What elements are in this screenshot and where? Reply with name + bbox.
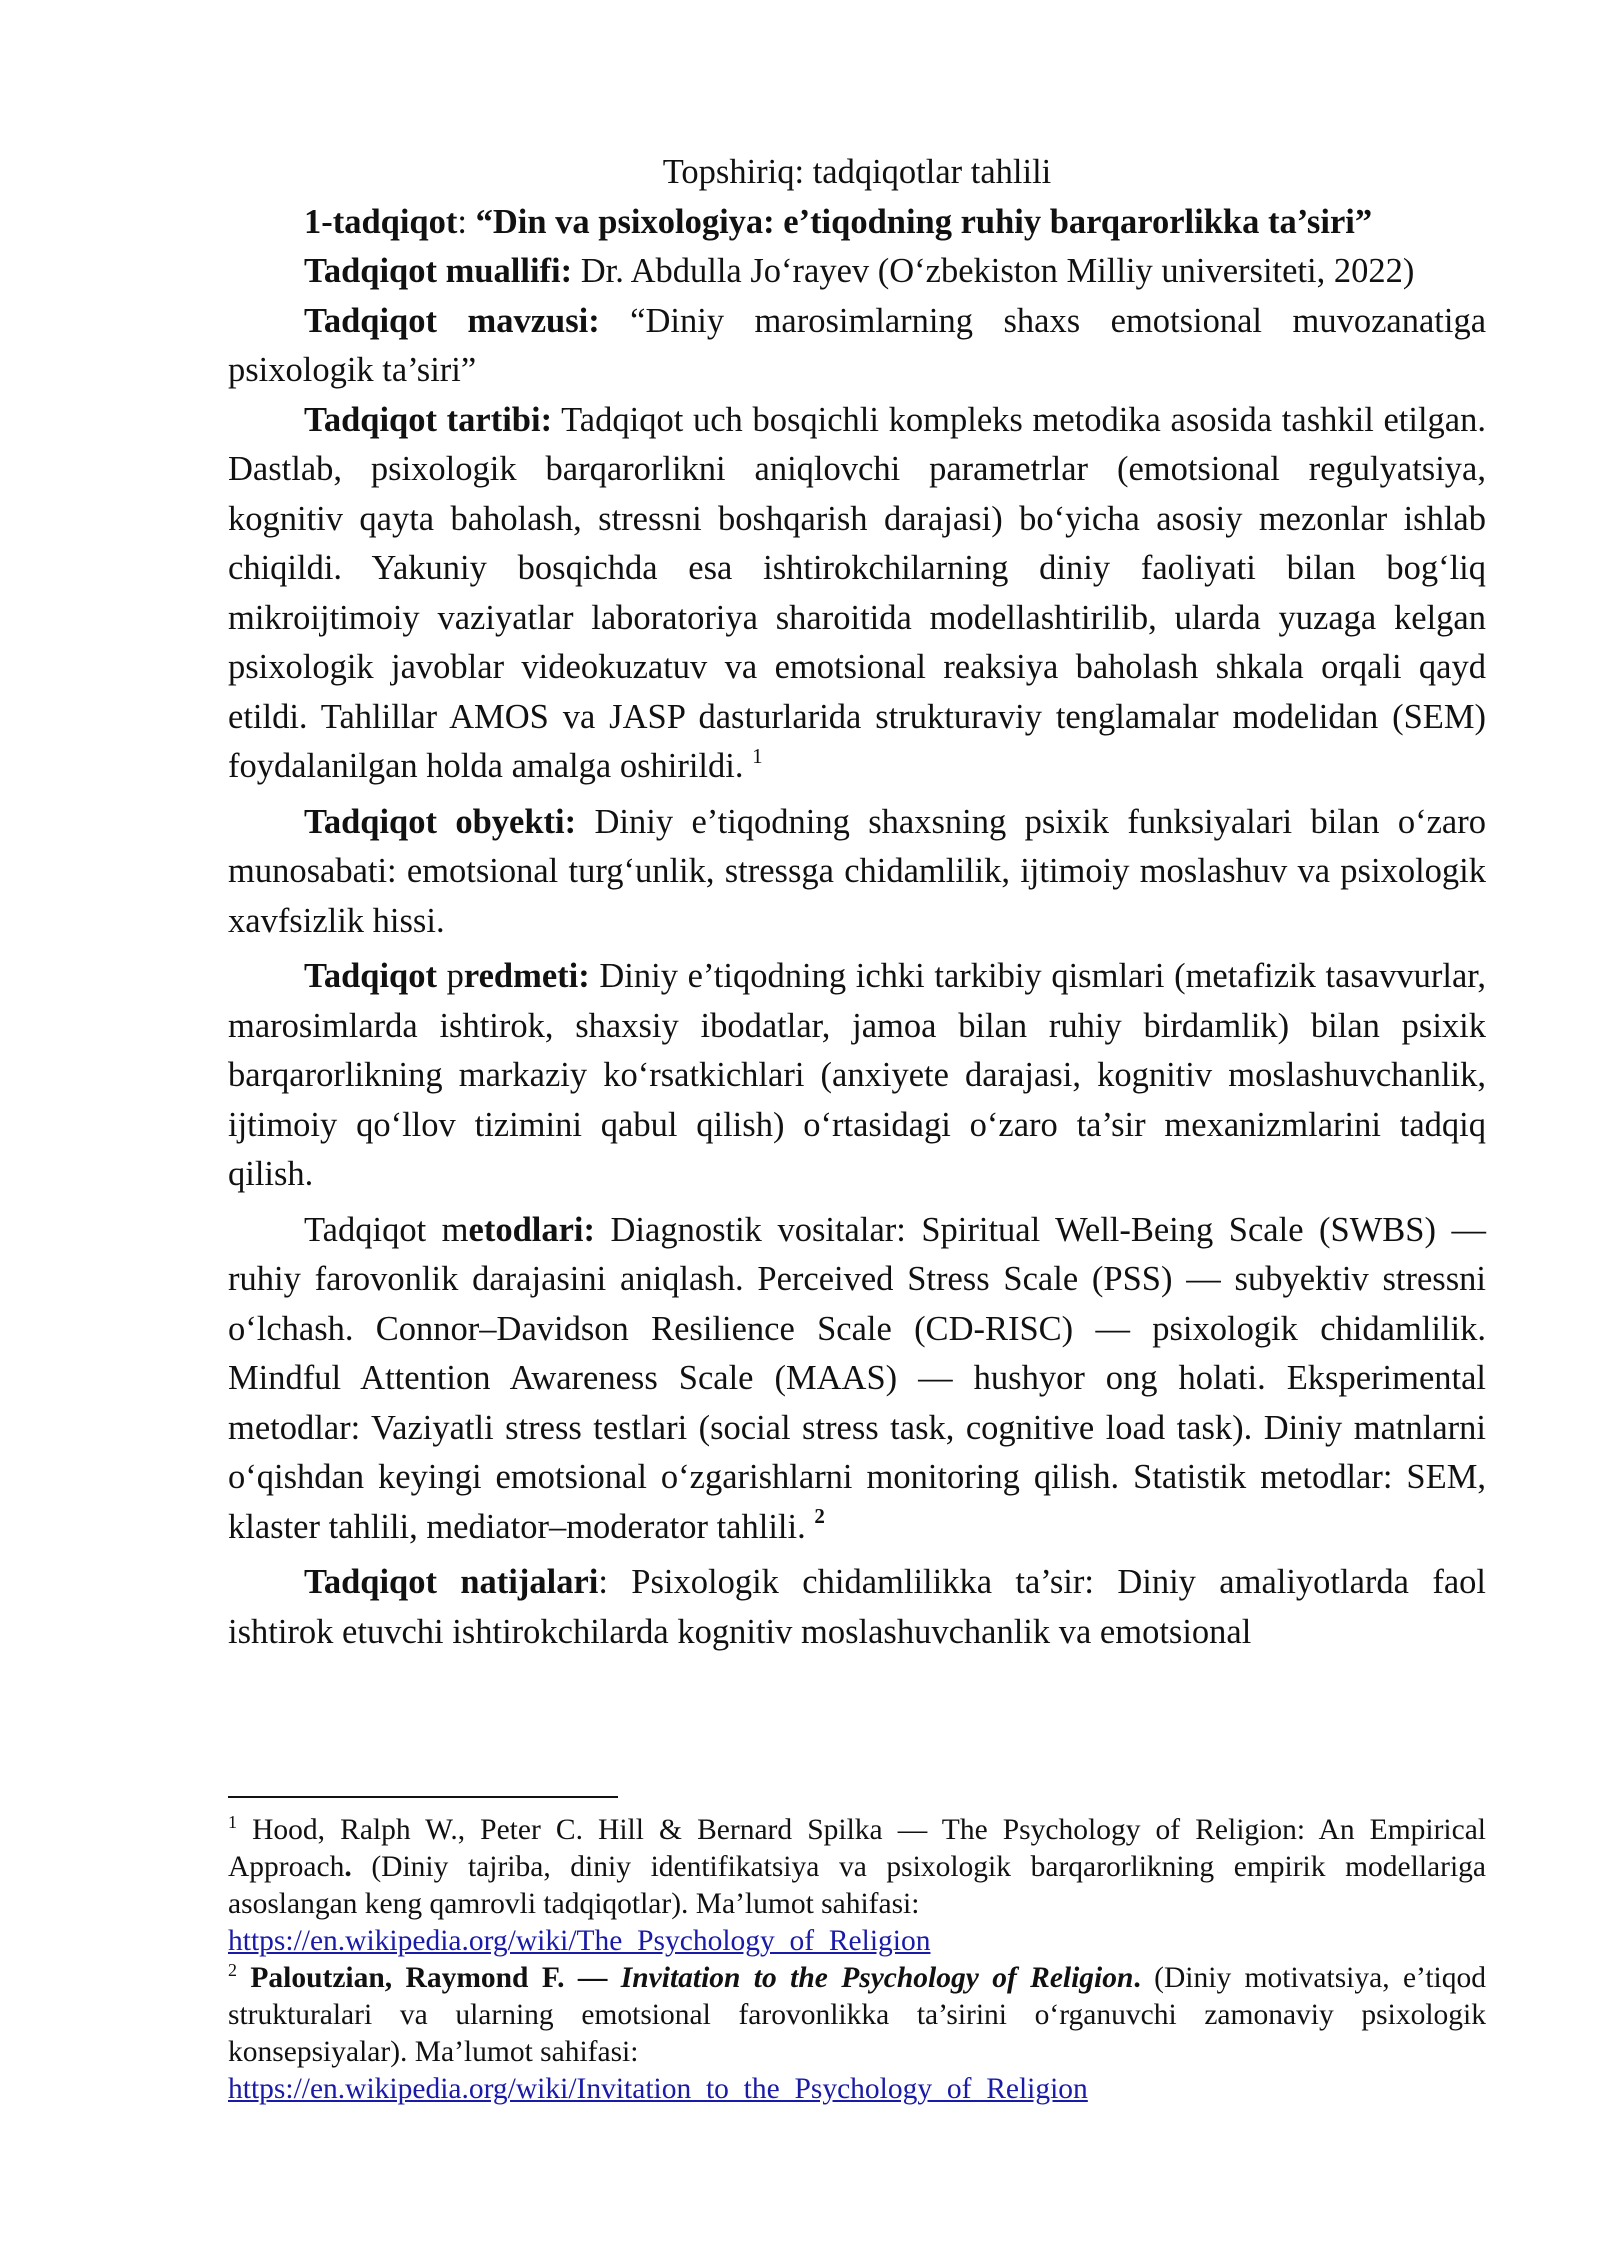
topic-text: “Diniy marosimlarning shaxs emotsional muvozanatiga psixologik ta’siri” (228, 301, 1487, 389)
footnote-1-text-a: Hood, Ralph W., Peter C. Hill & Bernard Spilka — The Psychology of Religion: An Empirical Approach (228, 1814, 1486, 1883)
author-label: Tadqiqot muallifi: (304, 252, 573, 290)
footnote-2-author: Paloutzian, Raymond F. — (237, 1962, 621, 1994)
subject-label-part2: p (436, 957, 464, 995)
document-page (228, 148, 1486, 1657)
study-number: 1-tadqiqot (304, 202, 458, 241)
object-label: Tadqiqot obyekti: (304, 802, 577, 841)
footnote-1-text-b: (Diniy tajriba, diniy identifikatsiya va psixologik barqarorlikning empirik modellariga asoslangan keng qamrovli tadqiqotlar). Ma’lumot sahifasi: (228, 1851, 1486, 1920)
procedure-label-part1: Tadqiqot t (304, 400, 459, 439)
methods-text: Diagnostik vositalar: Spiritual Well-Being Scale (SWBS) — ruhiy farovonlik darajasini aniqlash. Perceived Stress Scale (PSS) — subyektiv stressni o‘lchash. Connor–Davidson Resilience Scale (CD-RISC) — psixologik chidamlilik. Mindful Attention Awareness Scale (MAAS) — hushyor ong holati. Eksperimental metodlar: Vaziyatli stress testlari (social stress task, cognitive load task). Diniy matnlarni o‘qishdan keyingi emotsional o‘zgarishlarni monitoring qilish. Statistik metodlar: SEM, klaster tahlili, mediator–moderator tahlili. (228, 1210, 1486, 1546)
procedure-text: Tadqiqot uch bosqichli kompleks metodika asosida tashkil etilgan. Dastlab, psixologik barqarorlikni aniqlovchi parametrlar (emotsional regulyatsiya, kognitiv qayta baholash, stressni boshqarish darajasi) bo‘yicha asosiy mezonlar ishlab chiqildi. Yakuniy bosqichda esa ishtirokchilarning diniy faoliyati bilan bog‘liq mikroijtimoiy vaziyatlar laboratoriya sharoitida modellashtirilib, ularda yuzaga kelgan psixologik javoblar videokuzatuv va emotsional reaksiya baholash shkala orqali qayd etildi. Tahlillar AMOS va JASP dasturlarida strukturaviy tenglamalar modelidan (SEM) foydalanilgan holda amalga oshirildi. (228, 400, 1486, 785)
footnote-separator (228, 1796, 618, 1798)
page-title: Topshiriq: tadqiqotlar tahlili (662, 153, 1052, 191)
study-heading (228, 198, 1486, 248)
methods-paragraph (228, 1206, 1486, 1553)
topic-paragraph (228, 297, 1486, 396)
results-label: Tadqiqot natijalari (304, 1563, 599, 1601)
document-body (228, 148, 1486, 1657)
footnote-1-bold-dot: . (344, 1851, 352, 1883)
footnote-ref-1[interactable]: 1 (752, 743, 763, 768)
methods-label-part1: Tadqiqot m (304, 1210, 469, 1249)
methods-label-part2: etodlari: (468, 1210, 595, 1249)
footnotes (228, 1812, 1486, 2108)
procedure-label-part2: artibi: (458, 400, 553, 439)
object-paragraph (228, 798, 1486, 947)
study-name: “Din va psixologiya: e’tiqodning ruhiy barqarorlikka ta’siri” (475, 202, 1373, 241)
subject-text: Diniy e’tiqodning ichki tarkibiy qismlari (metafizik tasavvurlar, marosimlarda ishtirok, shaxsiy ibodatlar, jamoa bilan ruhiy birdamlik) bilan psixik barqarorlikning markaziy ko‘rsatkichlari (anxiyete darajasi, kognitiv moslashuvchanlik, ijtimoiy qo‘llov tizimini qabul qilish) o‘rtasidagi o‘zaro ta’sir mexanizmlarini tadqiq qilish. (228, 957, 1487, 1193)
subject-label-part1: Tadqiqot (304, 957, 437, 995)
results-paragraph (228, 1558, 1486, 1657)
author-text: Dr. Abdulla Jo‘rayev (O‘zbekiston Milliy universiteti, 2022) (572, 252, 1415, 290)
footnote-1 (228, 1812, 1486, 1960)
footnote-2-book-title: Invitation to the Psychology of Religion (620, 1962, 1134, 1994)
footnote-ref-2[interactable]: 2 (814, 1504, 825, 1528)
study-number-colon: : (457, 202, 476, 241)
author-paragraph (228, 247, 1486, 297)
footnote-2-text: (Diniy motivatsiya, e’tiqod strukturalari va ularning emotsional farovonlikka ta’sirini o‘rganuvchi zamonaviy psixologik konsepsiyalar). Ma’lumot sahifasi: (228, 1962, 1486, 2068)
topic-label: Tadqiqot mavzusi: (304, 301, 600, 340)
footnote-1-number: 1 (228, 1812, 237, 1833)
procedure-paragraph (228, 396, 1486, 792)
footnote-2-dot: . (1133, 1962, 1141, 1994)
footnote-1-link[interactable]: https://en.wikipedia.org/wiki/The_Psychology_of_Religion (228, 1925, 931, 1957)
subject-label-part3: redmeti: (463, 957, 590, 995)
subject-paragraph (228, 952, 1486, 1200)
object-text: Diniy e’tiqodning shaxsning psixik funksiyalari bilan o‘zaro munosabati: emotsional turg‘unlik, stressga chidamlilik, ijtimoiy moslashuv va psixologik xavfsizlik hissi. (228, 802, 1486, 940)
footnote-2 (228, 1960, 1486, 2108)
footnote-2-number: 2 (228, 1960, 237, 1981)
footnote-2-link[interactable]: https://en.wikipedia.org/wiki/Invitation_to_the_Psychology_of_Religion (228, 2073, 1088, 2105)
results-text: : Psixologik chidamlilikka ta’sir: Diniy amaliyotlarda faol ishtirok etuvchi ishtirokchilarda kognitiv moslashuvchanlik va emotsional (228, 1563, 1486, 1651)
